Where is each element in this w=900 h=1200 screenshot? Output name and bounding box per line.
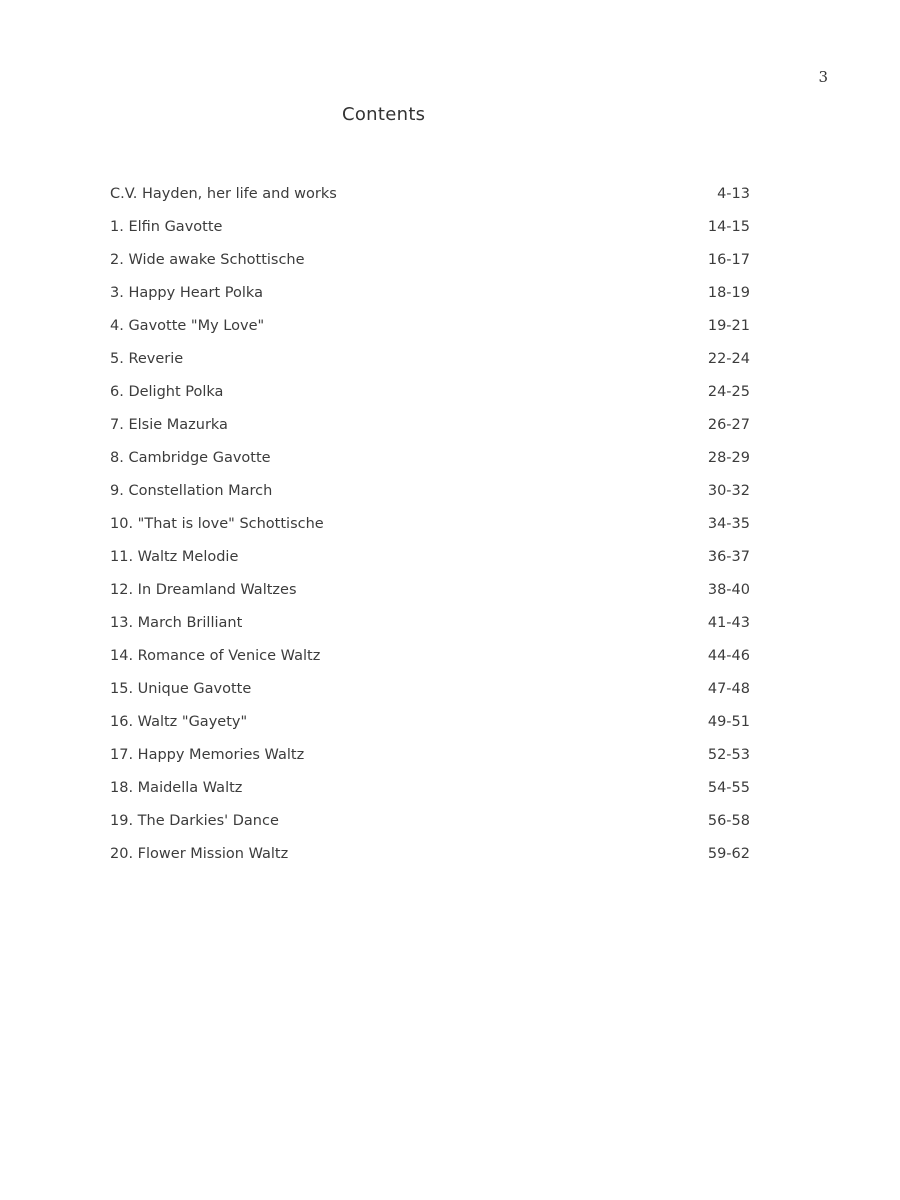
toc-entry — [110, 615, 750, 648]
toc-entry-title: 7. Elsie Mazurka — [110, 417, 228, 433]
toc-entry-pages: 59-62 — [707, 846, 750, 862]
toc-entry — [110, 582, 750, 615]
toc-entry-title: 1. Elfin Gavotte — [110, 219, 223, 235]
table-of-contents — [110, 186, 750, 879]
toc-entry-title: 9. Constellation March — [110, 483, 273, 499]
toc-entry-title: 19. The Darkies' Dance — [110, 813, 279, 829]
toc-entry-pages: 36-37 — [707, 549, 750, 565]
toc-entry-pages: 54-55 — [707, 780, 750, 796]
toc-entry — [110, 384, 750, 417]
toc-entry-pages: 34-35 — [707, 516, 750, 532]
toc-entry-title: 2. Wide awake Schottische — [110, 252, 305, 268]
toc-entry-pages: 41-43 — [707, 615, 750, 631]
toc-entry-title: 8. Cambridge Gavotte — [110, 450, 271, 466]
toc-entry-pages: 14-15 — [707, 219, 750, 235]
toc-entry-title: 10. "That is love" Schottische — [110, 516, 324, 532]
toc-entry — [110, 351, 750, 384]
toc-entry-pages: 18-19 — [707, 285, 750, 301]
page-number: 3 — [818, 68, 828, 86]
toc-entry — [110, 186, 750, 219]
toc-entry — [110, 483, 750, 516]
toc-entry — [110, 516, 750, 549]
toc-entry — [110, 681, 750, 714]
toc-entry — [110, 780, 750, 813]
toc-entry-title: 5. Reverie — [110, 351, 184, 367]
toc-entry — [110, 714, 750, 747]
toc-entry-pages: 28-29 — [707, 450, 750, 466]
toc-entry-pages: 47-48 — [707, 681, 750, 697]
toc-entry-title: 17. Happy Memories Waltz — [110, 747, 305, 763]
toc-entry-pages: 19-21 — [707, 318, 750, 334]
toc-entry-title: 12. In Dreamland Waltzes — [110, 582, 297, 598]
toc-entry-pages: 52-53 — [707, 747, 750, 763]
toc-entry-title: 6. Delight Polka — [110, 384, 224, 400]
toc-entry-pages: 24-25 — [707, 384, 750, 400]
toc-entry-title: 20. Flower Mission Waltz — [110, 846, 289, 862]
toc-entry — [110, 252, 750, 285]
toc-entry — [110, 450, 750, 483]
toc-entry — [110, 813, 750, 846]
toc-entry-pages: 56-58 — [707, 813, 750, 829]
toc-entry-pages: 16-17 — [707, 252, 750, 268]
toc-entry-pages: 22-24 — [707, 351, 750, 367]
toc-entry-title: 3. Happy Heart Polka — [110, 285, 263, 301]
toc-entry — [110, 549, 750, 582]
toc-entry-title: 18. Maidella Waltz — [110, 780, 243, 796]
toc-entry-pages: 26-27 — [707, 417, 750, 433]
toc-entry — [110, 318, 750, 351]
toc-entry-pages: 44-46 — [707, 648, 750, 664]
toc-entry — [110, 648, 750, 681]
toc-entry — [110, 846, 750, 879]
toc-entry-title: 4. Gavotte "My Love" — [110, 318, 265, 334]
page-title: Contents — [342, 104, 426, 125]
toc-entry — [110, 417, 750, 450]
toc-entry-pages: 38-40 — [707, 582, 750, 598]
toc-entry-title: 13. March Brilliant — [110, 615, 243, 631]
toc-entry-pages: 30-32 — [707, 483, 750, 499]
toc-entry-title: 16. Waltz "Gayety" — [110, 714, 248, 730]
toc-entry — [110, 747, 750, 780]
toc-entry — [110, 285, 750, 318]
toc-entry — [110, 219, 750, 252]
toc-entry-title: 15. Unique Gavotte — [110, 681, 252, 697]
toc-entry-pages: 4-13 — [717, 186, 750, 202]
toc-entry-title: 14. Romance of Venice Waltz — [110, 648, 321, 664]
toc-entry-title: C.V. Hayden, her life and works — [110, 186, 337, 202]
toc-entry-title: 11. Waltz Melodie — [110, 549, 239, 565]
toc-entry-pages: 49-51 — [707, 714, 750, 730]
